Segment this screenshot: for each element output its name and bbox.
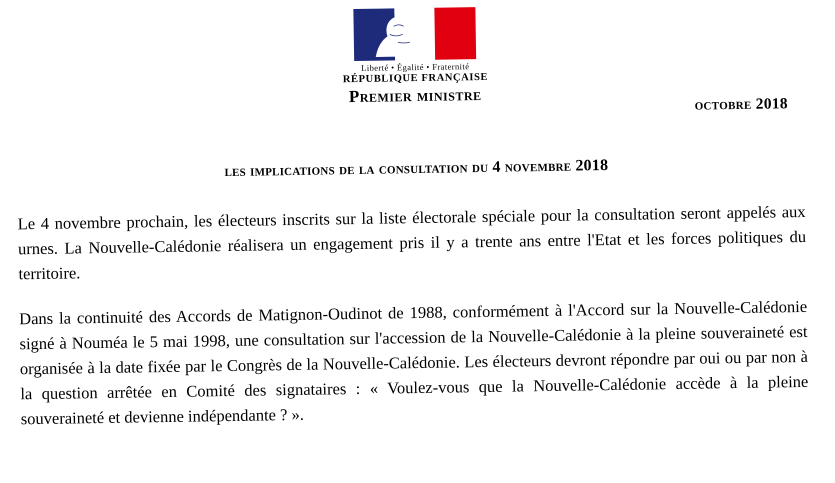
document-body xyxy=(17,199,811,451)
logo-republique-francaise: RÉPUBLIQUE FRANÇAISE xyxy=(342,71,489,86)
paragraph: Dans la continuité des Accords de Matignon-Oudinot de 1988, conformément à l'Accord sur la Nouvelle-Calédonie signé à Nouméa le 5 mai 1998, une consultation sur l'accession de la Nouvelle-Calédonie à la pleine souveraineté est organisée à la date fixée par le Congrès de la Nouvelle-Calédonie. Les électeurs devront répondre par oui ou par non à la question arrêtée en Comité des signataires : « Voulez-vous que la Nouvelle-Calédonie accède à la pleine souveraineté et devienne indépendante ? ». xyxy=(19,296,809,429)
page-title: les implications de la consultation du 4 novembre 2018 xyxy=(224,157,609,181)
paragraph: Le 4 novembre prochain, les électeurs inscrits sur la liste électorale spéciale pour la consultation seront appelés aux urnes. La Nouvelle-Calédonie réalisera un engagement pris il y a trente ans entre l'Etat et les forces politiques du territoire. xyxy=(17,201,807,284)
flag-red-band xyxy=(434,7,476,60)
republic-logo xyxy=(314,6,515,85)
premier-ministre-heading: Premier ministre xyxy=(348,85,482,107)
marianne-profile-icon xyxy=(371,12,430,59)
document-date: octobre 2018 xyxy=(694,95,789,114)
french-flag-marianne-icon xyxy=(353,7,476,61)
logo-devise: Liberté • Égalité • Fraternité xyxy=(361,61,470,73)
